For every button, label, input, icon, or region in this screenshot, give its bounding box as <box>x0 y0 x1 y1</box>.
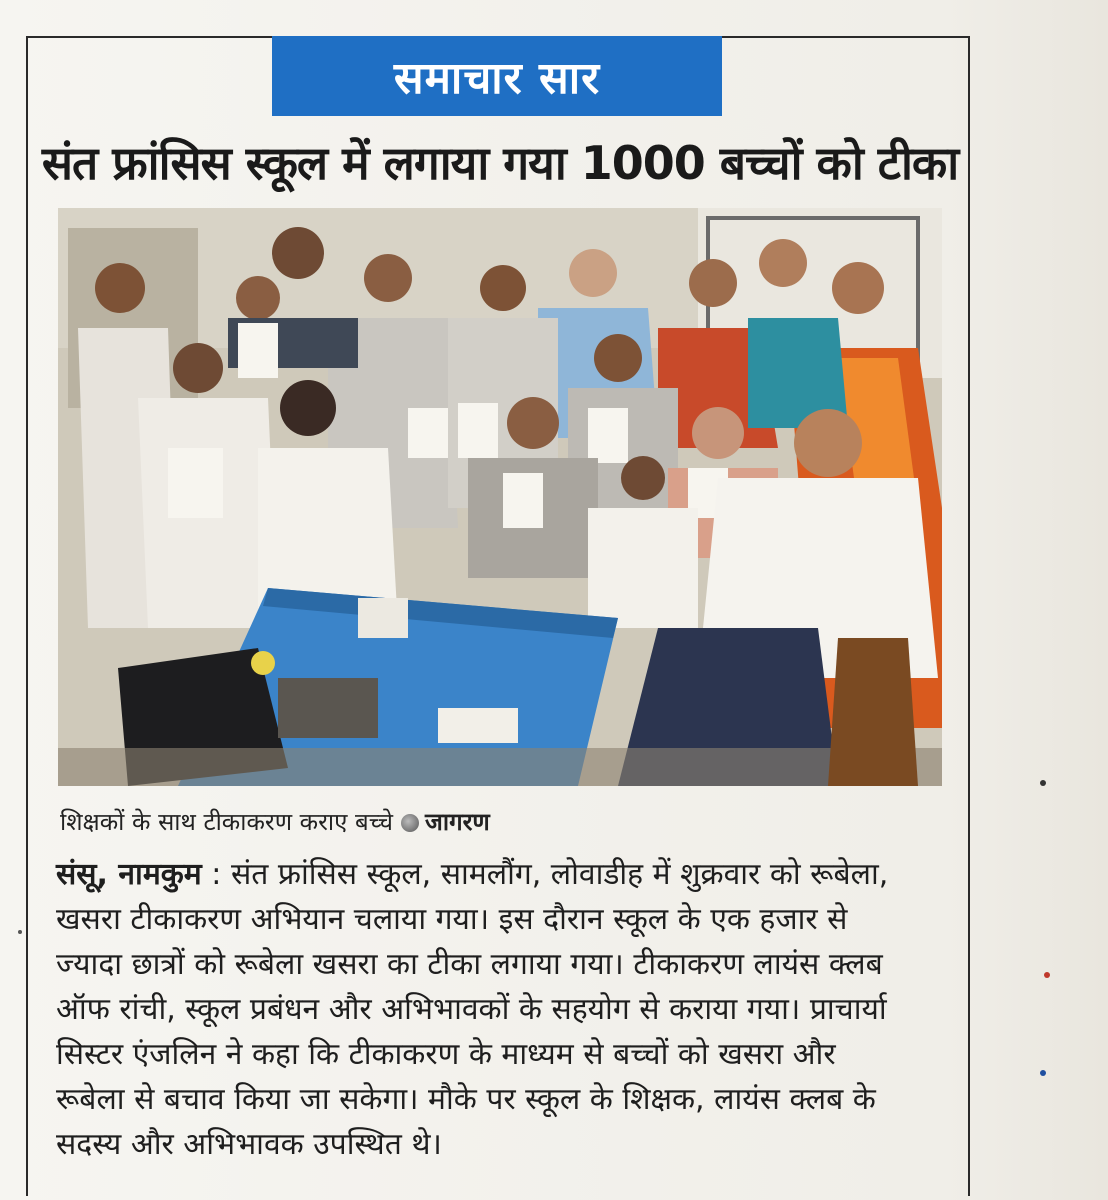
article-line-6: रूबेला से बचाव किया जा सकेगा। मौके पर स्कूल के शिक्षक, लायंस क्लब के <box>56 1082 876 1117</box>
section-banner <box>272 36 722 116</box>
section-banner-label: समाचार सार <box>393 53 601 104</box>
news-photo <box>58 208 942 786</box>
dateline: संसू, नामकुम <box>56 857 202 892</box>
photo-credit: जागरण <box>425 808 490 836</box>
article-body <box>56 852 946 1167</box>
article-line-4: ऑफ रांची, स्कूल प्रबंधन और अभिभावकों के सहयोग से कराया गया। प्राचार्या <box>56 992 887 1027</box>
article-line-5: सिस्टर एंजलिन ने कहा कि टीकाकरण के माध्यम से बच्चों को खसरा और <box>56 1037 836 1072</box>
article-line-2: खसरा टीकाकरण अभियान चलाया गया। इस दौरान स्कूल के एक हजार से <box>56 902 848 937</box>
group-photo-icon <box>58 208 942 786</box>
article-text: : संत फ्रांसिस स्कूल, सामलौंग, लोवाडीह में शुक्रवार को रूबेला, <box>211 857 889 892</box>
article-line-7: सदस्य और अभिभावक उपस्थित थे। <box>56 1127 442 1162</box>
article-line-3: ज्यादा छात्रों को रूबेला खसरा का टीका लगाया गया। टीकाकरण लायंस क्लब <box>56 947 883 982</box>
photo-caption <box>60 802 490 842</box>
bullet-icon <box>401 814 419 832</box>
article-line-1 <box>56 852 946 897</box>
headline: संत फ्रांसिस स्कूल में लगाया गया 1000 बच्चों को टीका <box>41 136 959 190</box>
caption-text: शिक्षकों के साथ टीकाकरण कराए बच्चे <box>60 808 394 836</box>
